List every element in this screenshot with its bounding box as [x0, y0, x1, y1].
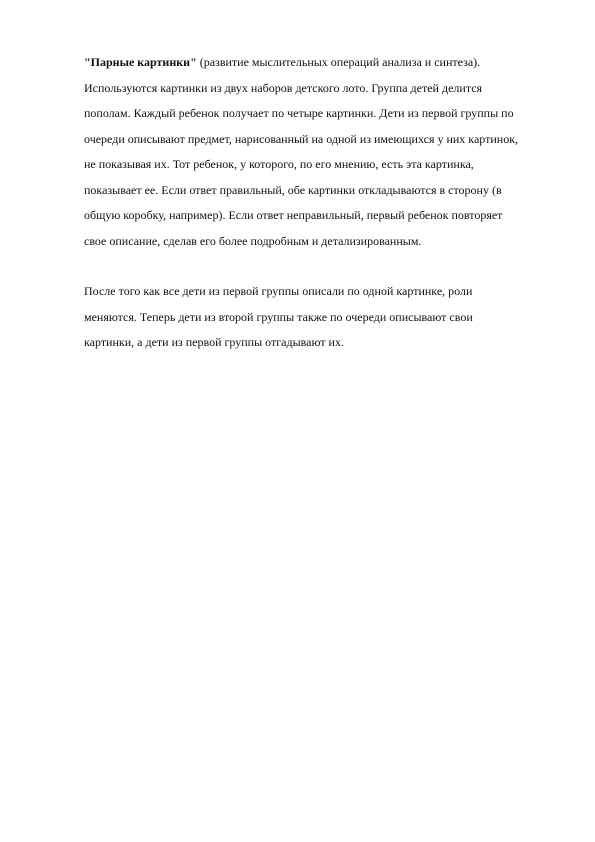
title-bold: "Парные картинки" — [84, 55, 197, 69]
document-body — [84, 50, 524, 356]
paragraph-rules: Используются картинки из двух наборов детского лото. Группа детей делится пополам. Каждый ребенок получает по четыре картинки. Дети из первой группы по очереди описывают предмет, нарисованный на одной из имеющихся у них картинок, не показывая их. Тот ребенок, у которого, по его мнению, есть эта картинка, показывает ее. Если ответ правильный, обе картинки откладываются в сторону (в общую коробку, например). Если ответ неправильный, первый ребенок повторяет свое описание, сделав его более подробным и детализированным. — [84, 80, 519, 248]
document-title — [84, 50, 524, 76]
title-rest: (развитие мыслительных операций анализа и синтеза). — [196, 55, 481, 69]
paragraph-role-swap: После того как все дети из первой группы описали по одной картинке, роли меняются. Теперь дети из второй группы также по очереди описывают свои картинки, а дети из первой группы отгадывают их. — [84, 284, 473, 349]
